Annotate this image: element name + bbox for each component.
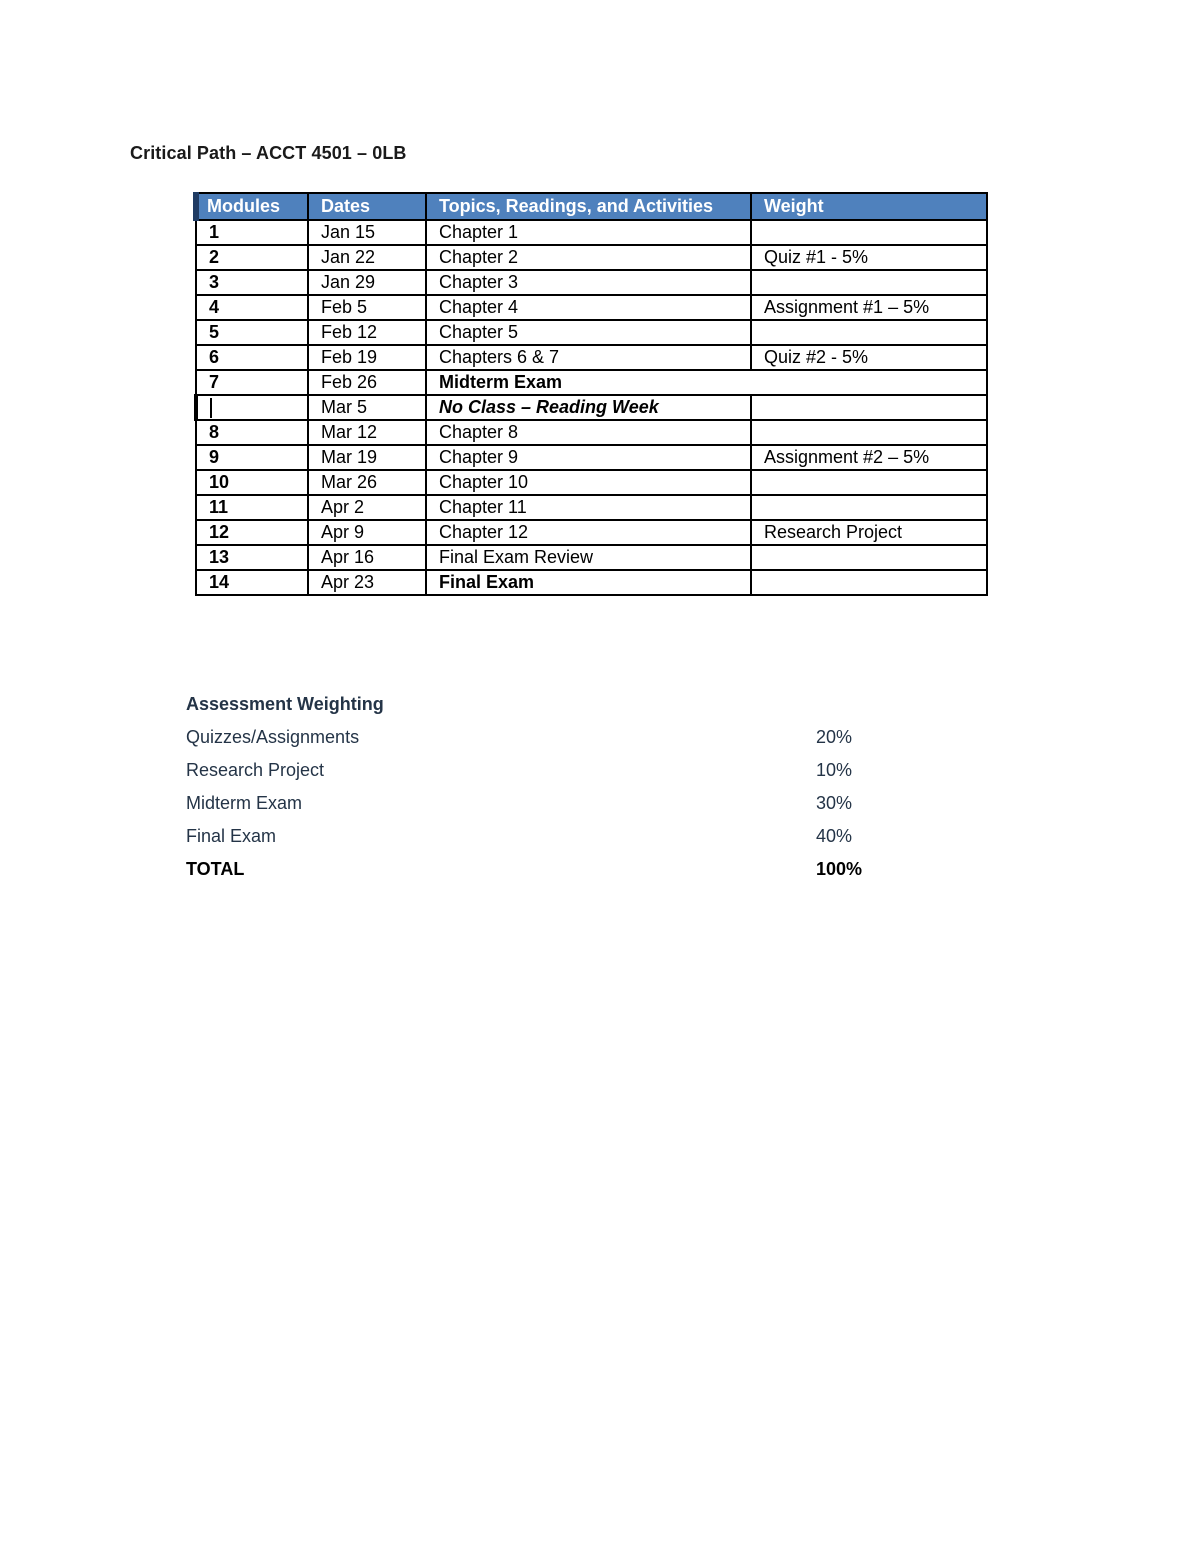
module-cell: 10 xyxy=(196,470,308,495)
table-row xyxy=(196,545,987,570)
topic-cell: Chapter 1 xyxy=(426,220,751,245)
weight-cell xyxy=(751,570,987,595)
weight-cell xyxy=(751,470,987,495)
assessment-label: Research Project xyxy=(186,760,325,780)
weight-cell: Research Project xyxy=(751,520,987,545)
assessment-value: 20% xyxy=(816,727,853,747)
table-row xyxy=(196,470,987,495)
table-row xyxy=(196,420,987,445)
date-cell: Feb 19 xyxy=(308,345,426,370)
date-cell: Apr 16 xyxy=(308,545,426,570)
assessment-item xyxy=(186,727,886,751)
topic-cell: Chapter 12 xyxy=(426,520,751,545)
assessment-value: 10% xyxy=(816,760,853,780)
table-row xyxy=(196,295,987,320)
table-row xyxy=(196,495,987,520)
module-cell: 9 xyxy=(196,445,308,470)
assessment-heading: Assessment Weighting xyxy=(186,694,384,714)
weight-cell: Quiz #1 - 5% xyxy=(751,245,987,270)
date-cell: Apr 9 xyxy=(308,520,426,545)
date-cell: Apr 2 xyxy=(308,495,426,520)
module-cell: 12 xyxy=(196,520,308,545)
topic-cell-final: Final Exam xyxy=(426,570,751,595)
module-cell: 14 xyxy=(196,570,308,595)
table-row xyxy=(196,345,987,370)
topic-cell: Chapter 9 xyxy=(426,445,751,470)
topic-cell: Chapter 11 xyxy=(426,495,751,520)
topic-cell: Chapters 6 & 7 xyxy=(426,345,751,370)
table-row xyxy=(196,370,987,395)
table-row xyxy=(196,220,987,245)
module-cell: 7 xyxy=(196,370,308,395)
date-cell: Mar 12 xyxy=(308,420,426,445)
date-cell: Mar 5 xyxy=(308,395,426,420)
topic-cell-reading-week: No Class – Reading Week xyxy=(426,395,751,420)
date-cell: Mar 26 xyxy=(308,470,426,495)
assessment-total-value: 100% xyxy=(816,859,863,879)
table-row xyxy=(196,445,987,470)
date-cell: Jan 29 xyxy=(308,270,426,295)
topic-cell: Chapter 4 xyxy=(426,295,751,320)
module-cell: 8 xyxy=(196,420,308,445)
module-cell: 1 xyxy=(196,220,308,245)
weight-cell xyxy=(751,395,987,420)
assessment-item xyxy=(186,826,886,850)
table-row xyxy=(196,570,987,595)
topic-cell: Chapter 5 xyxy=(426,320,751,345)
table-row xyxy=(196,245,987,270)
module-cell: 4 xyxy=(196,295,308,320)
weight-cell: Quiz #2 - 5% xyxy=(751,345,987,370)
table-row xyxy=(196,270,987,295)
assessment-total xyxy=(186,859,886,883)
weight-cell xyxy=(751,495,987,520)
topic-cell: Chapter 3 xyxy=(426,270,751,295)
assessment-label: Quizzes/Assignments xyxy=(186,727,360,747)
text-cursor xyxy=(210,398,212,418)
module-cell: 5 xyxy=(196,320,308,345)
date-cell: Apr 23 xyxy=(308,570,426,595)
topic-cell: Chapter 2 xyxy=(426,245,751,270)
table-header-row xyxy=(196,193,987,220)
weight-cell xyxy=(751,220,987,245)
header-topics: Topics, Readings, and Activities xyxy=(426,193,751,220)
weight-cell: Assignment #2 – 5% xyxy=(751,445,987,470)
assessment-total-label: TOTAL xyxy=(186,859,245,879)
table-row xyxy=(196,320,987,345)
weight-cell xyxy=(751,545,987,570)
module-cell: 11 xyxy=(196,495,308,520)
date-cell: Jan 15 xyxy=(308,220,426,245)
topic-cell-midterm: Midterm Exam xyxy=(426,370,987,395)
table-row xyxy=(196,395,987,420)
weight-cell xyxy=(751,420,987,445)
module-cell: 2 xyxy=(196,245,308,270)
assessment-item xyxy=(186,760,886,784)
assessment-label: Midterm Exam xyxy=(186,793,303,813)
topic-cell: Final Exam Review xyxy=(426,545,751,570)
header-dates: Dates xyxy=(308,193,426,220)
assessment-value: 40% xyxy=(816,826,853,846)
date-cell: Feb 26 xyxy=(308,370,426,395)
document-title: Critical Path – ACCT 4501 – 0LB xyxy=(130,143,407,163)
topic-cell: Chapter 10 xyxy=(426,470,751,495)
assessment-value: 30% xyxy=(816,793,853,813)
module-cell: 3 xyxy=(196,270,308,295)
table-row xyxy=(196,520,987,545)
module-cell: 6 xyxy=(196,345,308,370)
date-cell: Jan 22 xyxy=(308,245,426,270)
module-cell: 13 xyxy=(196,545,308,570)
weight-cell xyxy=(751,270,987,295)
date-cell: Feb 12 xyxy=(308,320,426,345)
date-cell: Feb 5 xyxy=(308,295,426,320)
date-cell: Mar 19 xyxy=(308,445,426,470)
assessment-label: Final Exam xyxy=(186,826,277,846)
header-modules: Modules xyxy=(196,193,308,220)
weight-cell xyxy=(751,320,987,345)
schedule-table xyxy=(193,192,988,596)
assessment-item xyxy=(186,793,886,817)
module-cell-empty xyxy=(196,395,308,420)
topic-cell: Chapter 8 xyxy=(426,420,751,445)
weight-cell: Assignment #1 – 5% xyxy=(751,295,987,320)
header-weight: Weight xyxy=(751,193,987,220)
